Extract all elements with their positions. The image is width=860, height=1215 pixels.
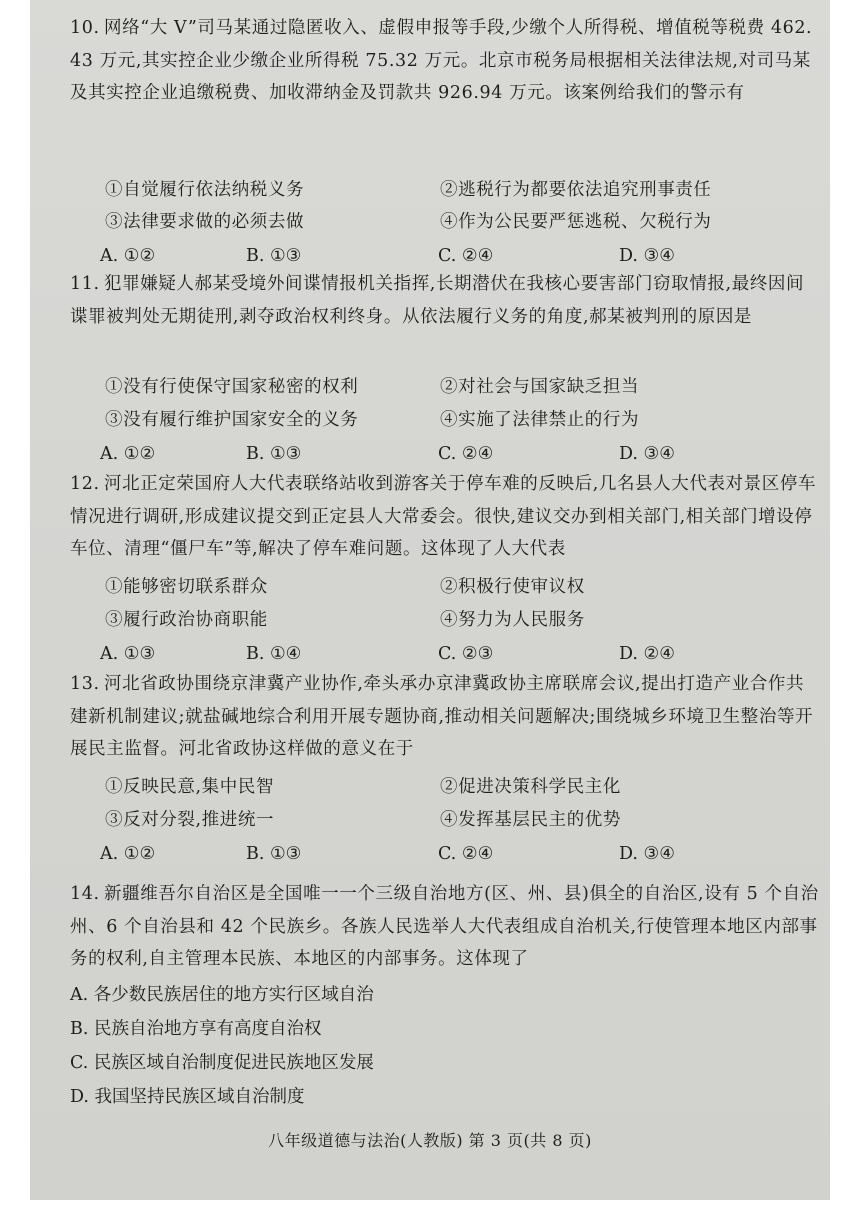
answer-choice: D. ③④ bbox=[619, 444, 675, 464]
answer-choice: D. 我国坚持民族区域自治制度 bbox=[70, 1087, 305, 1107]
option: ④发挥基层民主的优势 bbox=[440, 810, 621, 830]
option: ①能够密切联系群众 bbox=[105, 577, 268, 597]
option: ③反对分裂,推进统一 bbox=[105, 810, 275, 830]
answer-choice: B. ①③ bbox=[246, 246, 302, 266]
question-number: 13. bbox=[70, 674, 100, 694]
answer-choice: A. 各少数民族居住的地方实行区域自治 bbox=[70, 985, 374, 1005]
option: ③没有履行维护国家安全的义务 bbox=[105, 410, 359, 430]
page-footer: 八年级道德与法治(人教版) 第 3 页(共 8 页) bbox=[268, 1131, 592, 1150]
answer-choice: D. ③④ bbox=[619, 246, 675, 266]
question-stem: 新疆维吾尔自治区是全国唯一一个三级自治地方(区、州、县)俱全的自治区,设有 5 个自治州、6 个自治县和 42 个民族乡。各族人民选举人大代表组成自治机关,行使管理本地区内部事务的权利,自主管理本民族、本地区的内部事务。这体现了 bbox=[70, 884, 819, 969]
answer-choice: B. ①③ bbox=[246, 444, 302, 464]
option: ②对社会与国家缺乏担当 bbox=[440, 377, 640, 397]
option: ④实施了法律禁止的行为 bbox=[440, 410, 640, 430]
option: ③履行政治协商职能 bbox=[105, 610, 268, 630]
option: ②促进决策科学民主化 bbox=[440, 777, 621, 797]
question-stem: 河北正定荣国府人大代表联络站收到游客关于停车难的反映后,几名县人大代表对景区停车情况进行调研,形成建议提交到正定县人大常委会。很快,建议交办到相关部门,相关部门增设停车位、清理“僵尸车”等,解决了停车难问题。这体现了人大代表 bbox=[70, 474, 817, 559]
answer-choice: A. ①③ bbox=[100, 644, 156, 664]
option: ②积极行使审议权 bbox=[440, 577, 585, 597]
question-stem: 河北省政协围绕京津冀产业协作,牵头承办京津冀政协主席联席会议,提出打造产业合作共建新机制建议;就盐碱地综合利用开展专题协商,推动相关问题解决;围绕城乡环境卫生整治等开展民主监督。河北省政协这样做的意义在于 bbox=[70, 674, 814, 759]
question-stem: 网络“大 V”司马某通过隐匿收入、虚假申报等手段,少缴个人所得税、增值税等税费 462.43 万元,其实控企业少缴企业所得税 75.32 万元。北京市税务局根据相关法律法规,对司马某及其实控企业追缴税费、加收滞纳金及罚款共 926.94 万元。该案例给我们的警示有 bbox=[70, 18, 813, 103]
answer-choice: B. ①③ bbox=[246, 844, 302, 864]
answer-choice: C. 民族区域自治制度促进民族地区发展 bbox=[70, 1053, 374, 1073]
option: ④努力为人民服务 bbox=[440, 610, 585, 630]
question-stem: 犯罪嫌疑人郝某受境外间谍情报机关指挥,长期潜伏在我核心要害部门窃取情报,最终因间谍罪被判处无期徒刑,剥夺政治权利终身。从依法履行义务的角度,郝某被判刑的原因是 bbox=[70, 274, 805, 327]
question-number: 12. bbox=[70, 474, 100, 494]
answer-choice: A. ①② bbox=[100, 444, 156, 464]
answer-choice: C. ②③ bbox=[438, 644, 494, 664]
answer-choice: B. 民族自治地方享有高度自治权 bbox=[70, 1019, 322, 1039]
answer-choice: C. ②④ bbox=[438, 246, 494, 266]
option: ①没有行使保守国家秘密的权利 bbox=[105, 377, 359, 397]
answer-choice: D. ②④ bbox=[619, 644, 675, 664]
answer-choice: C. ②④ bbox=[438, 844, 494, 864]
answer-choice: A. ①② bbox=[100, 246, 156, 266]
answer-choice: D. ③④ bbox=[619, 844, 675, 864]
question-number: 10. bbox=[70, 18, 100, 38]
question-number: 11. bbox=[70, 274, 100, 294]
question-number: 14. bbox=[70, 884, 100, 904]
answer-choice: A. ①② bbox=[100, 844, 156, 864]
option: ②逃税行为都要依法追究刑事责任 bbox=[440, 180, 712, 200]
answer-choice: B. ①④ bbox=[246, 644, 302, 664]
option: ①反映民意,集中民智 bbox=[105, 777, 275, 797]
option: ③法律要求做的必须去做 bbox=[105, 212, 305, 232]
option: ①自觉履行依法纳税义务 bbox=[105, 180, 305, 200]
exam-page bbox=[30, 0, 830, 1200]
answer-choice: C. ②④ bbox=[438, 444, 494, 464]
option: ④作为公民要严惩逃税、欠税行为 bbox=[440, 212, 712, 232]
